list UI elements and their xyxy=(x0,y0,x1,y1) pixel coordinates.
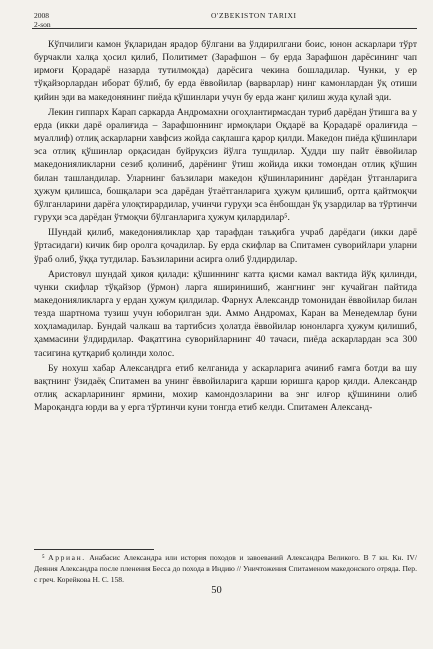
header-year: 2008 xyxy=(34,11,49,20)
paragraph: Аристовул шундай ҳикоя қилади: қўшиннинг катта қисми камал вактида йўқ қилинди, чунки скифлар тўқайзор (ўрмон) ларга яширинишиб, жангнинг энг кучайган пайтида македонияликларга у ердан ҳужум қилдилар. Фарнух Александр томонидан ёввойилар билан тезда шартнома тузиш учун юборилган эди. Аммо Андромах, Каран ва Менедемлар буни хоҳламадилар. Бундай чалкаш ва тартибсиз ҳолатда ёввойилар юнонларга ҳужум қилишиб, ҳаммасини ўлдирдилар. Фақатгина суворийларнинг 40 тачаси, пиёда аскарлардан эса 300 тасигина қутқариб қолинди холос. xyxy=(34,268,417,359)
header-divider xyxy=(32,28,417,29)
footnote xyxy=(34,553,417,585)
footnote-marker: ⁵ xyxy=(42,553,49,562)
footnote-text: Анабасис Александра или история походов и завоеваний Александра Великого. В 7 кн. Кн. IV/ Деяния Александра после пленения Бесса до похода в Индию // Уничтожения Спитаменом македонского отряда. Пер. с греч. Корейкова Н. С. 158. xyxy=(34,553,418,584)
journal-title: O'ZBEKISTON TARIXI xyxy=(211,11,297,20)
paragraph: Бу нохуш хабар Александрга етиб келганида у аскарларига ачиниб ғамга ботди ва шу вақтнинг ўзидаёқ Спитамен ва унинг ёввойиларига қарши юришга қарор қилди. Александр отлиқ аскарларининг ярмини, мохир камондозларини ва энг илғор қўшинини олиб Мароқандга юрди ва у ерга тўртинчи куни тонгда етиб келди. Спитамен Александ- xyxy=(34,362,417,414)
footnote-divider xyxy=(34,549,154,550)
paragraph: Шундай қилиб, македонияликлар ҳар тарафдан таъқибга учраб дарёдаги (икки дарё ўртасидаги) кичик бир оролга қочадилар. Бу ерда скифлар ва Спитамен суворийлари уларни ўраб олиб, ўққа тутдилар. Баъзиларини асирга олиб ўлдирдилар. xyxy=(34,227,417,265)
paragraph: Кўпчилиги камон ўқларидан ярадор бўлгани ва ўлдирилгани боис, юнон аскарлари тўрт бурчакли халқа ҳосил қилиб, Политимет (Зарафшон – бу ерда Зарафшон дарёсининг чап ирмоғи Қорадарё назарда тутилмоқда) дарёсига чекина бошладилар. Чунки, у ер тўқайзорлардан иборат бўлиб, бу ерда ёввойилар (варварлар) нинг камонлардан ўқ отиши қийин эди ва македонянинг пиёда қўшинлари учун бу ерда жанг қилиш жуда қулай эди. xyxy=(34,39,417,103)
header-issue: 2-son xyxy=(34,20,51,29)
footnote-author: Арриан. xyxy=(48,553,86,562)
article-body xyxy=(34,38,417,416)
page-number: 50 xyxy=(211,585,222,596)
paragraph: Лекин гиппарх Карап саркарда Андромахни огоҳлантирмасдан туриб дарёдан ўтишга ва у ерда (икки дарё оралиғида – Зарафшоннинг ирмоқлари Оқдарё ва Қорадарё оралиғида – муаллиф) отлиқ аскарларни хавфсиз жойда сақлашга қарор қилди. Македон пиёда қўшинлари эса отлиқ қўшинлар орқасидан буйруқсиз йўлга тушдилар. Ҳудди шу пайт ёввойилар македонияликларни сезиб қолиниб, дарёнинг ўтиш жойида икки томондан отлиқ қўшин билан ташландилар. Уларнинг баъзилари македон қўшинларининг дарёдан ўтганларига ҳужум қилишса, бошқалари эса дарёдан ўтаётганларига ҳужум қилишиб, ортга қайтмоқчи бўлганларини дарёга улоқтирардилар, учинчи гуруҳи эса ёнбошдан ўқ узардилар ва тўртинчи гуруҳи эса дарёдан ўтмоқчи бўлганларига ҳужум қилардилар⁵. xyxy=(34,106,417,224)
